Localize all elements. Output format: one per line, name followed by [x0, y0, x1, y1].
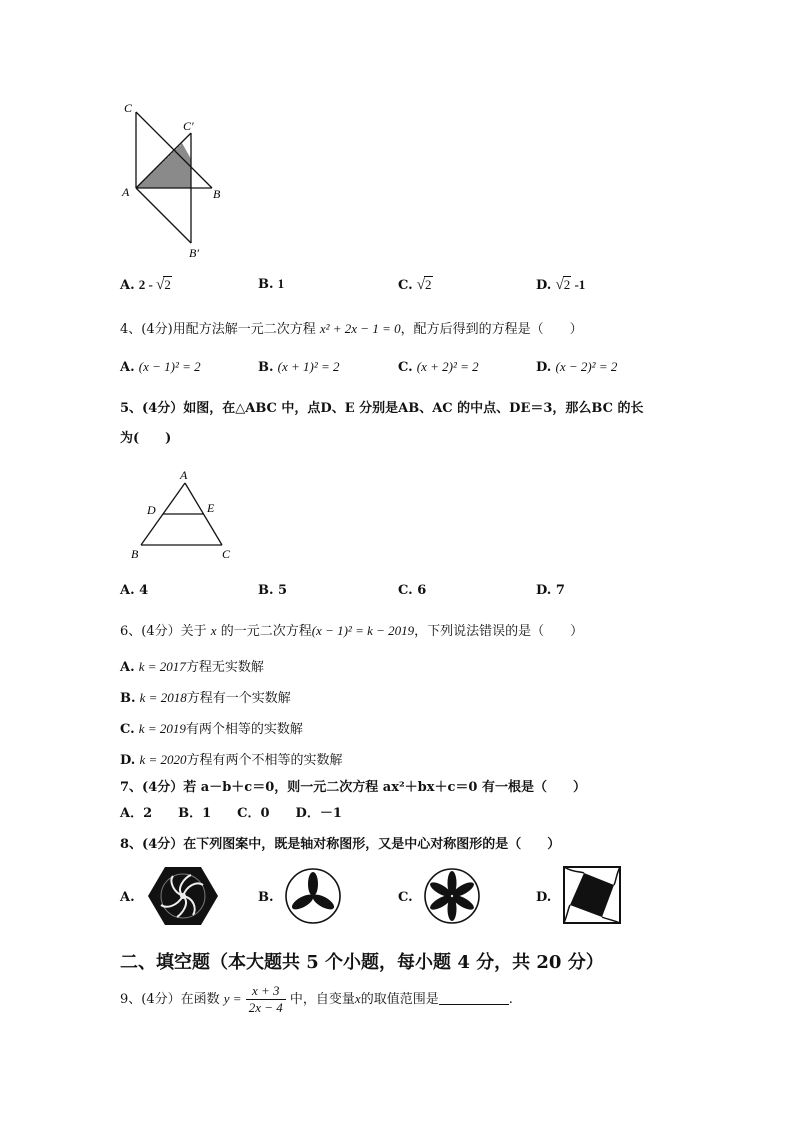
option-expr: k = 2018 — [139, 690, 187, 705]
option-label: C. — [398, 360, 413, 375]
label-b: B — [213, 187, 221, 201]
option-label: A. — [120, 360, 135, 375]
q8-option-a-label[interactable]: A. — [120, 890, 135, 905]
option-expr: (x + 1)² = 2 — [277, 359, 340, 374]
q8-option-b-label[interactable]: B. — [258, 890, 274, 905]
q9-text1: 在函数 — [180, 992, 220, 1007]
label-e: E — [207, 501, 215, 515]
q4-option-d[interactable] — [536, 359, 617, 375]
q8-option-b-three-petal-icon[interactable] — [283, 866, 343, 926]
q4-number: 4、(4分) — [120, 322, 173, 337]
label-c: C — [124, 101, 133, 115]
q5-question-line1: 5、(4分）如图，在△ABC 中，点D、E 分别是AB、AC 的中点、DE＝3，那么BC 的长 — [120, 401, 644, 416]
option-text: 方程无实数解 — [185, 660, 264, 675]
segment-a-bprime — [136, 188, 191, 243]
q9-text3: 的取值范围是 — [360, 992, 439, 1007]
section-heading: 二、填空题（本大题共 5 个小题，每小题 4 分，共 20 分） — [120, 952, 604, 973]
q6-text2: 的一元二次方程 — [220, 624, 312, 639]
option-expr: k = 2017 — [138, 659, 186, 674]
q8-option-c-label[interactable]: C. — [398, 890, 413, 905]
label-c: C — [222, 547, 231, 561]
q9-var: x — [354, 991, 361, 1006]
q3-option-a[interactable]: A. 2 - √2 — [120, 277, 171, 293]
option-label: C. — [120, 722, 135, 737]
option-label: B. — [258, 277, 274, 292]
q5-option-a[interactable] — [120, 583, 148, 598]
option-expr: k = 2020 — [139, 752, 187, 767]
q5-option-c[interactable] — [398, 583, 426, 598]
label-d: D — [147, 503, 156, 517]
q5-question-line2: 为( ) — [120, 431, 172, 446]
q6-number: 6、(4分） — [120, 624, 181, 639]
option-radicand: 2 — [425, 277, 432, 292]
option-label: A. — [120, 278, 135, 293]
q5-triangle-figure — [125, 465, 240, 565]
option-text: 方程有一个实数解 — [186, 691, 291, 706]
option-label: D. — [536, 360, 552, 375]
q8-option-d-label[interactable]: D. — [536, 890, 552, 905]
label-b-prime: B′ — [189, 246, 199, 260]
option-radicand: 2 — [563, 277, 571, 292]
option-value: 1 — [277, 276, 285, 291]
option-value: 4 — [139, 583, 149, 598]
q9-text2: 中，自变量 — [289, 992, 355, 1007]
q8-option-d-square-pattern-icon[interactable] — [562, 865, 622, 925]
q6-option-c[interactable] — [120, 718, 303, 737]
q4-option-a[interactable] — [120, 359, 201, 375]
q4-text1: 用配方法解一元二次方程 — [172, 322, 316, 337]
label-a: A — [122, 185, 130, 199]
option-post: -1 — [571, 277, 586, 292]
q9-y: y = — [223, 991, 242, 1006]
option-label: C. — [398, 583, 413, 598]
overlap-shaded-region — [136, 143, 191, 188]
q4-question — [120, 318, 583, 337]
q3-option-c[interactable]: C. √2 — [398, 277, 432, 293]
option-label: B. — [258, 583, 274, 598]
option-expr: (x + 2)² = 2 — [416, 359, 479, 374]
q9-denominator: 2x − 4 — [248, 1000, 283, 1015]
option-text: 方程有两个不相等的实数解 — [186, 753, 343, 768]
q6-option-b[interactable] — [120, 687, 291, 706]
q6-question — [120, 620, 583, 639]
q6-option-d[interactable] — [120, 749, 343, 768]
q5-option-b[interactable] — [258, 583, 287, 598]
option-label: D. — [536, 583, 552, 598]
q4-option-c[interactable] — [398, 359, 479, 375]
q9-numerator: x + 3 — [246, 983, 286, 1000]
option-label: B. — [258, 360, 274, 375]
option-expr: (x − 1)² = 2 — [138, 359, 201, 374]
q7-question: 7、(4分）若 a－b＋c＝0，则一元二次方程 ax²＋bx＋c＝0 有一根是（ ） — [120, 780, 586, 795]
option-label: A. — [120, 583, 135, 598]
q3-option-d[interactable]: D. √2 -1 — [536, 277, 586, 293]
option-value: 6 — [417, 583, 427, 598]
q9-answer-blank[interactable] — [439, 992, 509, 1005]
q9-question — [120, 983, 513, 1016]
q8-option-a-hexagon-pattern-icon[interactable] — [147, 865, 219, 927]
option-label: D. — [120, 753, 136, 768]
option-value: 7 — [555, 583, 565, 598]
option-radicand: 2 — [164, 277, 171, 292]
option-value: 5 — [278, 583, 288, 598]
option-expr: (x − 2)² = 2 — [555, 359, 618, 374]
q7-options[interactable]: A．2 B．1 C．0 D．－1 — [120, 806, 342, 821]
option-label: B. — [120, 691, 136, 706]
q9-number: 9、(4分） — [120, 992, 181, 1007]
q5-option-d[interactable] — [536, 583, 565, 598]
q4-equation: x² + 2x − 1 = 0 — [319, 321, 401, 336]
option-label: C. — [398, 278, 413, 293]
label-b: B — [131, 547, 139, 561]
q4-option-b[interactable] — [258, 359, 340, 375]
option-pre: 2 - — [138, 277, 157, 292]
option-expr: k = 2019 — [138, 721, 186, 736]
q8-option-c-six-petal-icon[interactable] — [422, 866, 482, 926]
q3-option-b[interactable] — [258, 276, 284, 292]
q4-text2: ，配方后得到的方程是（ ） — [400, 322, 583, 337]
q6-equation: (x − 1)² = k − 2019 — [311, 623, 415, 638]
q6-text3: ，下列说法错误的是（ ） — [414, 624, 584, 639]
option-text: 有两个相等的实数解 — [185, 722, 303, 737]
q3-triangle-figure — [115, 98, 225, 263]
q6-text1: 关于 — [180, 624, 207, 639]
q9-end: . — [508, 992, 513, 1007]
option-label: A. — [120, 660, 135, 675]
label-a: A — [180, 468, 188, 482]
option-label: D. — [536, 278, 552, 293]
label-c-prime: C′ — [183, 119, 194, 133]
q8-question: 8、(4分）在下列图案中，既是轴对称图形，又是中心对称图形的是（ ） — [120, 837, 561, 852]
q9-fraction — [246, 983, 286, 1016]
q6-option-a[interactable] — [120, 656, 264, 675]
q6-var: x — [210, 623, 217, 638]
